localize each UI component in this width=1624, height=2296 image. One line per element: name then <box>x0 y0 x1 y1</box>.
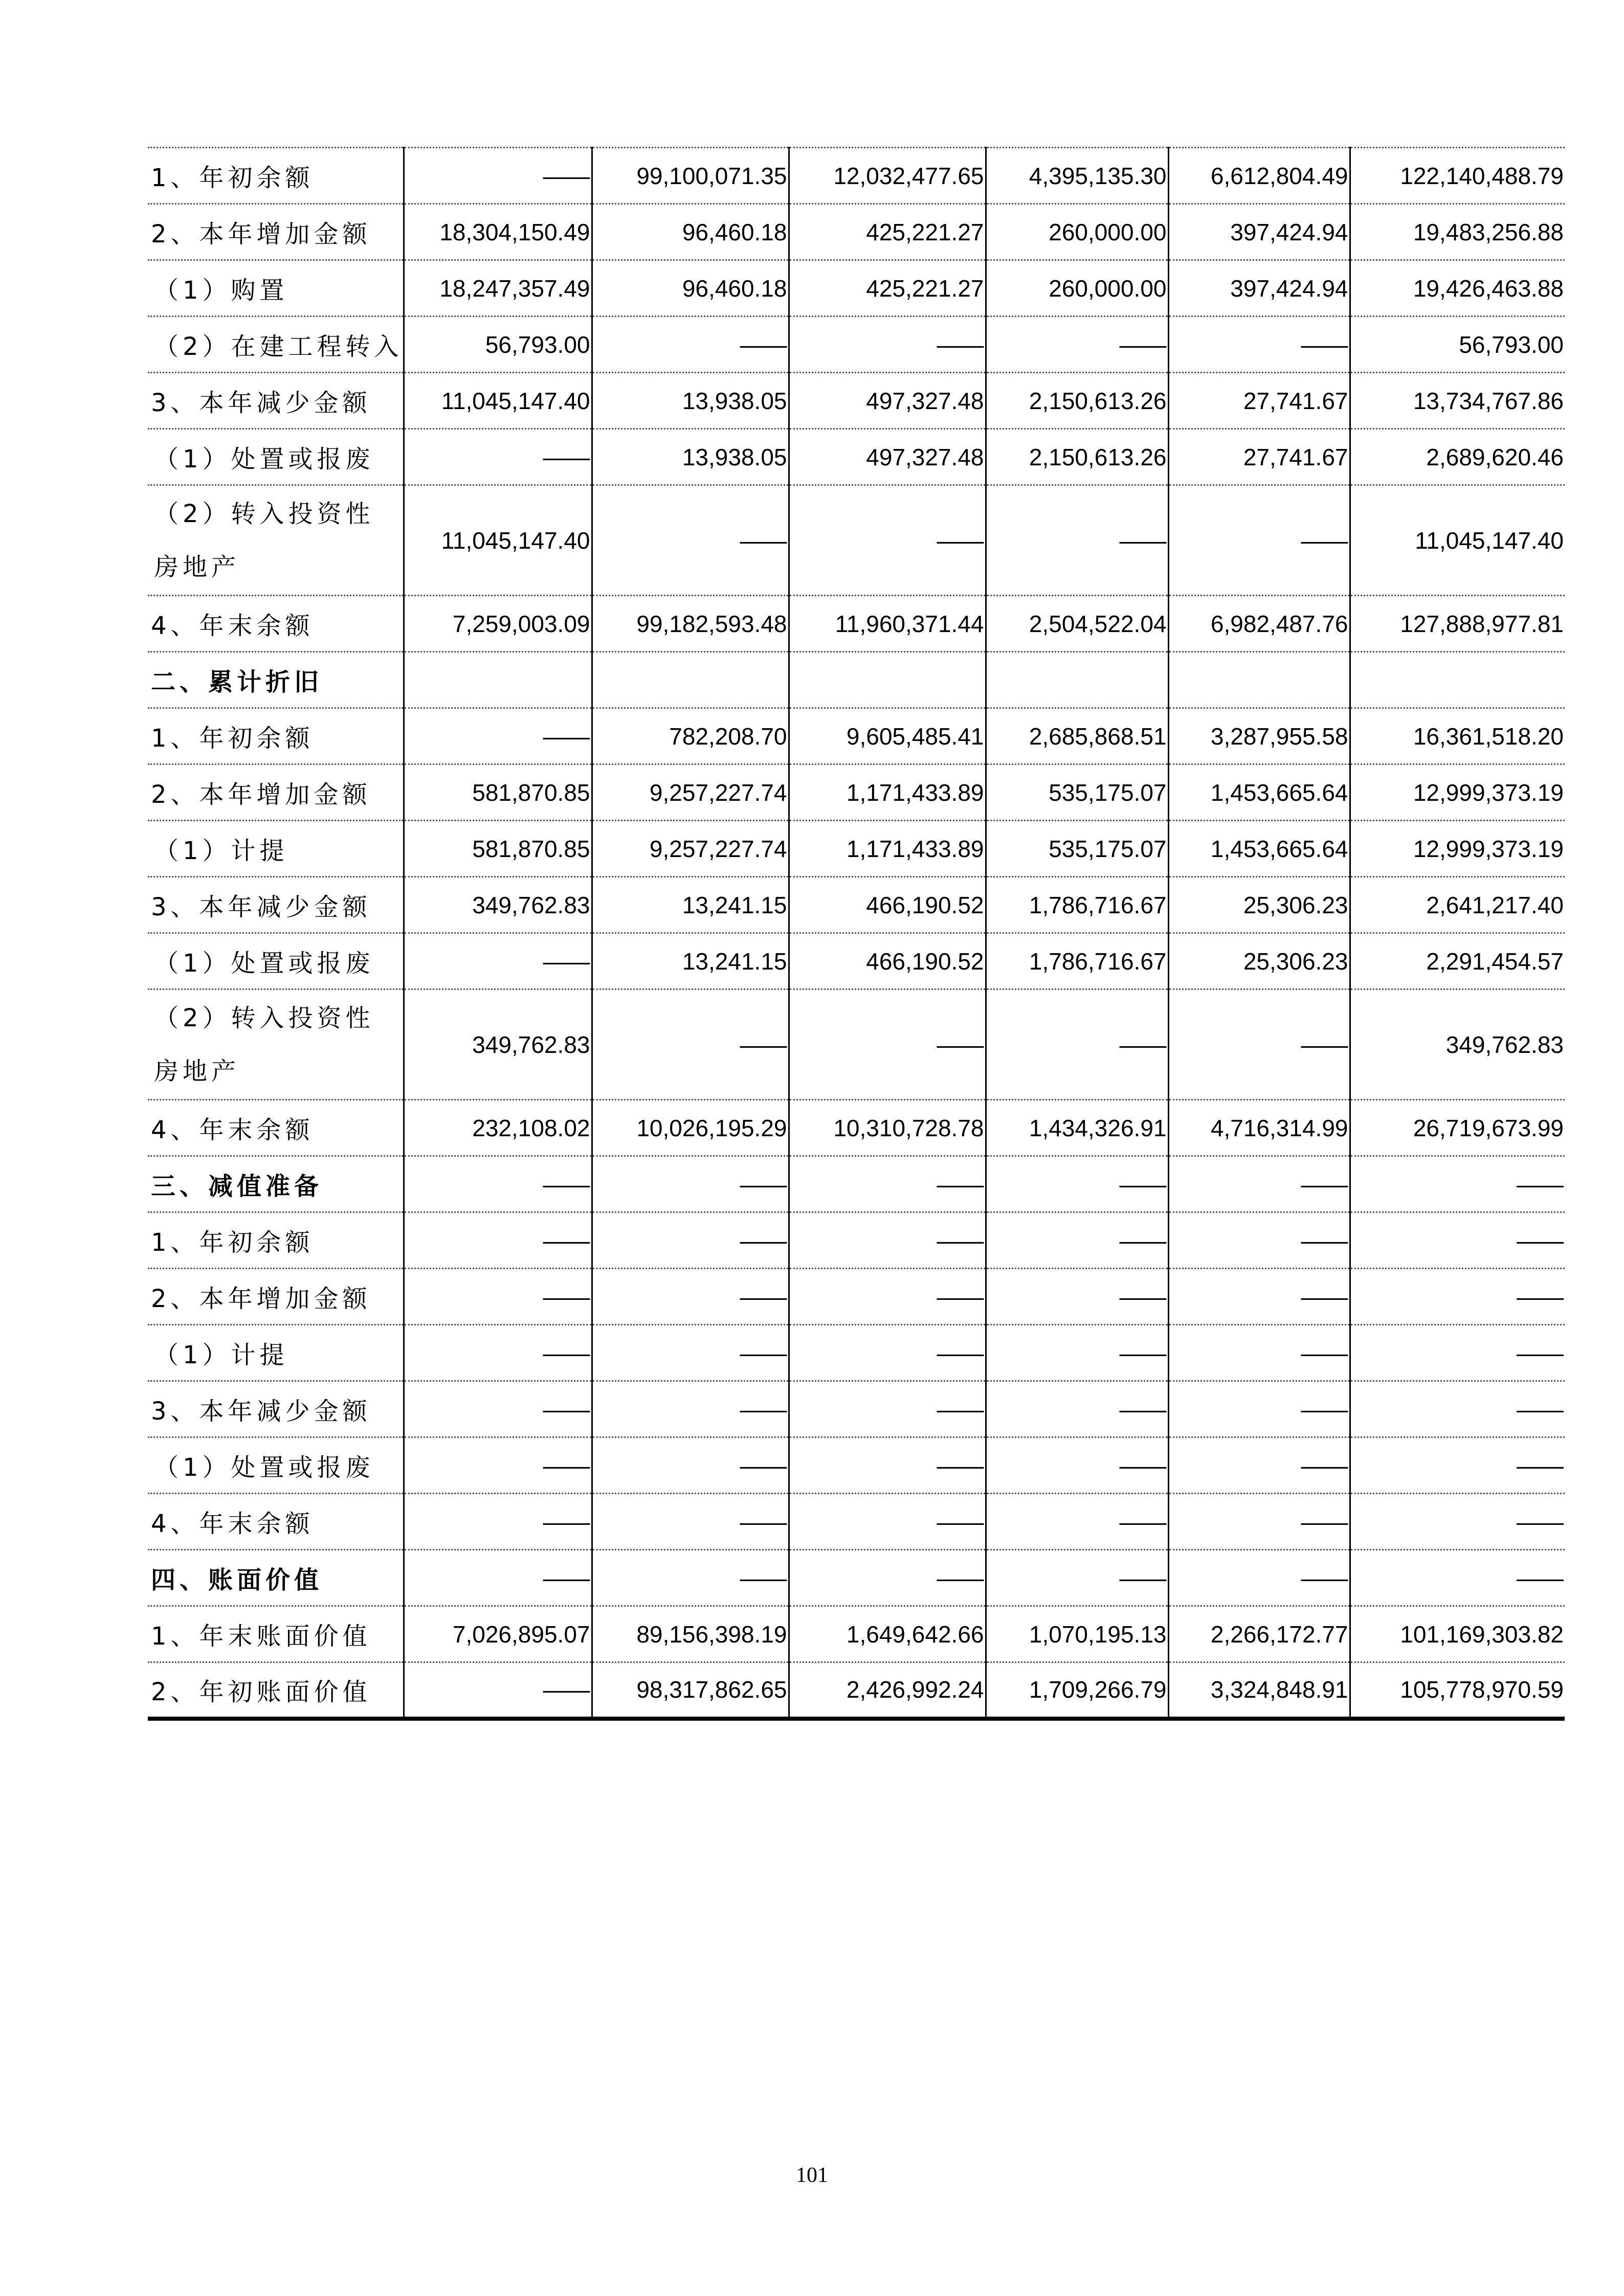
cell-value: 2,641,217.40 <box>1350 877 1565 933</box>
cell-value: —— <box>986 1212 1168 1269</box>
cell-value: —— <box>789 1550 986 1606</box>
cell-value: 13,938.05 <box>592 373 789 429</box>
cell-value: —— <box>592 317 789 373</box>
cell-value: —— <box>404 1662 592 1719</box>
cell-value: —— <box>1168 1269 1350 1325</box>
cell-value: 535,175.07 <box>986 764 1168 821</box>
cell-value: 56,793.00 <box>1350 317 1565 373</box>
cell-value: —— <box>789 317 986 373</box>
cell-value <box>1350 652 1565 708</box>
row-label: 1、年初余额 <box>148 1212 404 1269</box>
cell-value: 19,426,463.88 <box>1350 260 1565 317</box>
table-row <box>148 596 1565 652</box>
cell-value: —— <box>986 1437 1168 1494</box>
cell-value: —— <box>1168 485 1350 596</box>
cell-value: 27,741.67 <box>1168 373 1350 429</box>
table-row <box>148 260 1565 317</box>
cell-value: —— <box>789 1494 986 1550</box>
cell-value <box>592 652 789 708</box>
cell-value: 349,762.83 <box>404 877 592 933</box>
cell-value: 99,100,071.35 <box>592 148 789 204</box>
cell-value: —— <box>404 933 592 989</box>
cell-value: —— <box>404 1156 592 1212</box>
table-row <box>148 429 1565 485</box>
row-label: 2、本年增加金额 <box>148 204 404 260</box>
cell-value: 260,000.00 <box>986 204 1168 260</box>
cell-value: 101,169,303.82 <box>1350 1606 1565 1662</box>
cell-value: 1,649,642.66 <box>789 1606 986 1662</box>
table-row <box>148 204 1565 260</box>
cell-value: —— <box>404 1550 592 1606</box>
fixed-assets-table <box>148 147 1565 1721</box>
cell-value: 98,317,862.65 <box>592 1662 789 1719</box>
cell-value: 2,150,613.26 <box>986 373 1168 429</box>
table-row <box>148 1494 1565 1550</box>
row-label: 3、本年减少金额 <box>148 373 404 429</box>
cell-value: —— <box>1350 1437 1565 1494</box>
cell-value: —— <box>592 1156 789 1212</box>
cell-value: —— <box>1350 1381 1565 1437</box>
row-label: 4、年末余额 <box>148 1100 404 1156</box>
cell-value: 466,190.52 <box>789 877 986 933</box>
cell-value: —— <box>1168 1156 1350 1212</box>
cell-value: 9,605,485.41 <box>789 708 986 764</box>
cell-value: 105,778,970.59 <box>1350 1662 1565 1719</box>
cell-value: 581,870.85 <box>404 821 592 877</box>
cell-value: —— <box>592 1550 789 1606</box>
cell-value: 13,241.15 <box>592 877 789 933</box>
table-row <box>148 373 1565 429</box>
cell-value: —— <box>404 1381 592 1437</box>
cell-value: —— <box>986 1494 1168 1550</box>
cell-value: 1,171,433.89 <box>789 764 986 821</box>
row-label: 3、本年减少金额 <box>148 1381 404 1437</box>
cell-value: —— <box>789 1269 986 1325</box>
page-number: 101 <box>796 2164 828 2187</box>
cell-value: 2,426,992.24 <box>789 1662 986 1719</box>
table-row <box>148 933 1565 989</box>
cell-value: —— <box>986 485 1168 596</box>
cell-value: 232,108.02 <box>404 1100 592 1156</box>
cell-value: 25,306.23 <box>1168 933 1350 989</box>
cell-value: 1,786,716.67 <box>986 933 1168 989</box>
cell-value: 16,361,518.20 <box>1350 708 1565 764</box>
cell-value: 13,241.15 <box>592 933 789 989</box>
cell-value: —— <box>592 1437 789 1494</box>
cell-value: —— <box>1168 1437 1350 1494</box>
cell-value: 96,460.18 <box>592 260 789 317</box>
table-row <box>148 708 1565 764</box>
cell-value: 2,266,172.77 <box>1168 1606 1350 1662</box>
cell-value: 4,395,135.30 <box>986 148 1168 204</box>
cell-value: 425,221.27 <box>789 260 986 317</box>
cell-value: 9,257,227.74 <box>592 821 789 877</box>
cell-value: 96,460.18 <box>592 204 789 260</box>
table-row <box>148 877 1565 933</box>
cell-value: 260,000.00 <box>986 260 1168 317</box>
cell-value: 1,434,326.91 <box>986 1100 1168 1156</box>
cell-value: —— <box>986 1156 1168 1212</box>
cell-value: 1,453,665.64 <box>1168 821 1350 877</box>
cell-value: —— <box>789 1381 986 1437</box>
cell-value: —— <box>404 1437 592 1494</box>
cell-value: 466,190.52 <box>789 933 986 989</box>
cell-value: —— <box>1350 1325 1565 1381</box>
table-row <box>148 1606 1565 1662</box>
row-label: 2、年初账面价值 <box>148 1662 404 1719</box>
row-label: 四、账面价值 <box>148 1550 404 1606</box>
cell-value: 7,026,895.07 <box>404 1606 592 1662</box>
cell-value: —— <box>986 1550 1168 1606</box>
cell-value: —— <box>1168 989 1350 1100</box>
cell-value: —— <box>404 708 592 764</box>
cell-value: —— <box>1168 1212 1350 1269</box>
cell-value <box>404 652 592 708</box>
row-label: 二、累计折旧 <box>148 652 404 708</box>
cell-value <box>1168 652 1350 708</box>
cell-value: —— <box>986 1325 1168 1381</box>
cell-value: 1,453,665.64 <box>1168 764 1350 821</box>
row-label: 1、年初余额 <box>148 148 404 204</box>
cell-value: 349,762.83 <box>404 989 592 1100</box>
cell-value: 2,685,868.51 <box>986 708 1168 764</box>
cell-value: 2,689,620.46 <box>1350 429 1565 485</box>
cell-value: 3,324,848.91 <box>1168 1662 1350 1719</box>
row-label: 三、减值准备 <box>148 1156 404 1212</box>
cell-value: 1,786,716.67 <box>986 877 1168 933</box>
cell-value: —— <box>404 1325 592 1381</box>
row-label: （1）处置或报废 <box>148 429 404 485</box>
cell-value: 1,070,195.13 <box>986 1606 1168 1662</box>
cell-value: —— <box>1350 1550 1565 1606</box>
cell-value: —— <box>1350 1494 1565 1550</box>
cell-value: —— <box>404 1269 592 1325</box>
row-label: （1）处置或报废 <box>148 1437 404 1494</box>
cell-value: —— <box>789 1156 986 1212</box>
cell-value: —— <box>789 989 986 1100</box>
cell-value: —— <box>986 989 1168 1100</box>
cell-value: 425,221.27 <box>789 204 986 260</box>
row-label: 2、本年增加金额 <box>148 1269 404 1325</box>
row-label: 2、本年增加金额 <box>148 764 404 821</box>
table-row <box>148 989 1565 1100</box>
cell-value: —— <box>592 1212 789 1269</box>
cell-value: —— <box>404 148 592 204</box>
table-row <box>148 148 1565 204</box>
cell-value: 349,762.83 <box>1350 989 1565 1100</box>
table-row <box>148 1269 1565 1325</box>
table-row <box>148 1325 1565 1381</box>
cell-value: 7,259,003.09 <box>404 596 592 652</box>
cell-value: 26,719,673.99 <box>1350 1100 1565 1156</box>
cell-value: 4,716,314.99 <box>1168 1100 1350 1156</box>
table-row <box>148 821 1565 877</box>
cell-value: 497,327.48 <box>789 373 986 429</box>
table-body <box>148 148 1565 1719</box>
cell-value: 12,999,373.19 <box>1350 764 1565 821</box>
cell-value: 497,327.48 <box>789 429 986 485</box>
row-label: （1）计提 <box>148 1325 404 1381</box>
cell-value: 122,140,488.79 <box>1350 148 1565 204</box>
row-label: 1、年初余额 <box>148 708 404 764</box>
cell-value: 2,291,454.57 <box>1350 933 1565 989</box>
cell-value: —— <box>1168 1325 1350 1381</box>
cell-value: —— <box>1350 1269 1565 1325</box>
cell-value: 397,424.94 <box>1168 204 1350 260</box>
cell-value: —— <box>986 1381 1168 1437</box>
cell-value: 127,888,977.81 <box>1350 596 1565 652</box>
cell-value: 13,734,767.86 <box>1350 373 1565 429</box>
cell-value: —— <box>1350 1156 1565 1212</box>
row-label: 4、年末余额 <box>148 596 404 652</box>
cell-value: 581,870.85 <box>404 764 592 821</box>
cell-value: —— <box>404 429 592 485</box>
cell-value: 9,257,227.74 <box>592 764 789 821</box>
cell-value: —— <box>789 1437 986 1494</box>
cell-value: —— <box>404 1212 592 1269</box>
cell-value: 11,045,147.40 <box>1350 485 1565 596</box>
table-row <box>148 1156 1565 1212</box>
cell-value: 782,208.70 <box>592 708 789 764</box>
row-label: （2）在建工程转入 <box>148 317 404 373</box>
table-row <box>148 1100 1565 1156</box>
table-row <box>148 1662 1565 1719</box>
row-label: 1、年末账面价值 <box>148 1606 404 1662</box>
cell-value: 13,938.05 <box>592 429 789 485</box>
cell-value: —— <box>404 1494 592 1550</box>
cell-value: —— <box>592 1269 789 1325</box>
cell-value: 2,150,613.26 <box>986 429 1168 485</box>
cell-value: —— <box>1168 317 1350 373</box>
cell-value <box>986 652 1168 708</box>
row-label: 3、本年减少金额 <box>148 877 404 933</box>
cell-value: 19,483,256.88 <box>1350 204 1565 260</box>
cell-value: 89,156,398.19 <box>592 1606 789 1662</box>
cell-value: 25,306.23 <box>1168 877 1350 933</box>
cell-value: —— <box>592 1381 789 1437</box>
cell-value: —— <box>592 989 789 1100</box>
table-row <box>148 652 1565 708</box>
cell-value: 535,175.07 <box>986 821 1168 877</box>
cell-value: —— <box>1168 1494 1350 1550</box>
cell-value: —— <box>1168 1550 1350 1606</box>
cell-value: 12,032,477.65 <box>789 148 986 204</box>
cell-value: —— <box>592 485 789 596</box>
row-label: （2）转入投资性房地产 <box>148 485 404 596</box>
table-row <box>148 1550 1565 1606</box>
cell-value: —— <box>789 1325 986 1381</box>
table-row <box>148 764 1565 821</box>
cell-value <box>789 652 986 708</box>
row-label: （1）购置 <box>148 260 404 317</box>
row-label: （1）计提 <box>148 821 404 877</box>
cell-value: 3,287,955.58 <box>1168 708 1350 764</box>
cell-value: —— <box>986 1269 1168 1325</box>
cell-value: 2,504,522.04 <box>986 596 1168 652</box>
cell-value: —— <box>1350 1212 1565 1269</box>
cell-value: 27,741.67 <box>1168 429 1350 485</box>
cell-value: 56,793.00 <box>404 317 592 373</box>
cell-value: 11,045,147.40 <box>404 485 592 596</box>
cell-value: 397,424.94 <box>1168 260 1350 317</box>
cell-value: 6,612,804.49 <box>1168 148 1350 204</box>
cell-value: —— <box>986 317 1168 373</box>
table-row <box>148 1212 1565 1269</box>
cell-value: 1,709,266.79 <box>986 1662 1168 1719</box>
cell-value: 18,247,357.49 <box>404 260 592 317</box>
row-label: （1）处置或报废 <box>148 933 404 989</box>
table-row <box>148 1381 1565 1437</box>
cell-value: 10,310,728.78 <box>789 1100 986 1156</box>
cell-value: 11,045,147.40 <box>404 373 592 429</box>
cell-value: 99,182,593.48 <box>592 596 789 652</box>
cell-value: —— <box>1168 1381 1350 1437</box>
row-label: （2）转入投资性房地产 <box>148 989 404 1100</box>
table-row <box>148 317 1565 373</box>
cell-value: 10,026,195.29 <box>592 1100 789 1156</box>
cell-value: —— <box>592 1494 789 1550</box>
cell-value: 11,960,371.44 <box>789 596 986 652</box>
cell-value: 6,982,487.76 <box>1168 596 1350 652</box>
cell-value: 1,171,433.89 <box>789 821 986 877</box>
table-row <box>148 1437 1565 1494</box>
table-row <box>148 485 1565 596</box>
cell-value: —— <box>789 485 986 596</box>
cell-value: 12,999,373.19 <box>1350 821 1565 877</box>
cell-value: 18,304,150.49 <box>404 204 592 260</box>
cell-value: —— <box>789 1212 986 1269</box>
cell-value: —— <box>592 1325 789 1381</box>
row-label: 4、年末余额 <box>148 1494 404 1550</box>
